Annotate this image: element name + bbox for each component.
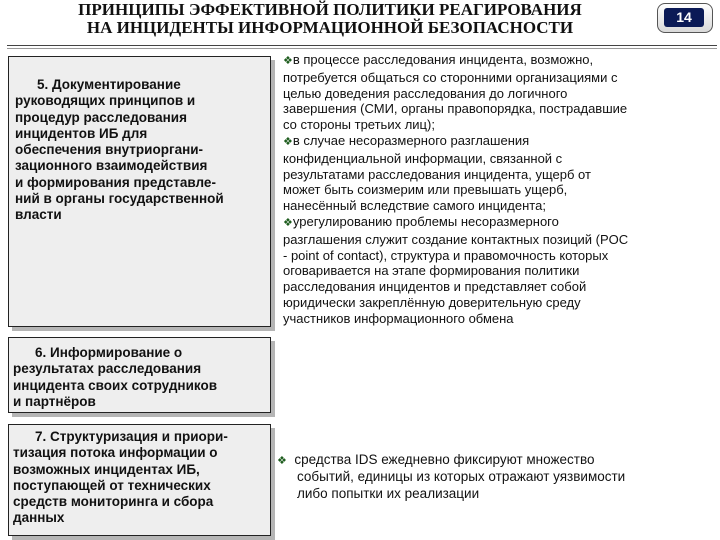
title-divider-shadow bbox=[7, 48, 717, 49]
principle-7-line: возможных инцидентах ИБ, bbox=[13, 461, 200, 477]
principle-5-line: 5. Документирование bbox=[37, 77, 181, 92]
principle-7-line: поступающей от технических bbox=[13, 477, 211, 493]
principle-5-line: власти bbox=[15, 207, 62, 223]
principle-5-line: ний в органы государственной bbox=[15, 191, 224, 207]
diamond-bullet-icon: ❖ bbox=[283, 55, 293, 67]
detail-line: оговаривается на этапе формирования политики bbox=[283, 263, 580, 279]
detail-line: завершения (СМИ, органы правопорядка, пострадавшие bbox=[283, 101, 628, 117]
detail-line: разглашения служит создание контактных позиций (POC bbox=[283, 231, 629, 247]
title-divider bbox=[7, 45, 717, 46]
detail-line: нанесённый вследствие самого инцидента; bbox=[283, 198, 546, 214]
detail-line: либо попытки их реализации bbox=[297, 485, 480, 501]
principle-5-box bbox=[8, 56, 271, 327]
detail-line: конфиденциальной информации, связанной с bbox=[283, 150, 563, 166]
detail-line: - point of contact), структура и правомочность которых bbox=[283, 247, 609, 263]
principle-7-box bbox=[8, 424, 271, 536]
principle-5-details bbox=[283, 52, 713, 327]
slide-number: 14 bbox=[664, 8, 704, 27]
title-line-1: ПРИНЦИПЫ ЭФФЕКТИВНОЙ ПОЛИТИКИ РЕАГИРОВАНИЯ bbox=[78, 0, 582, 19]
detail-line: целью доведения расследования до логичного bbox=[283, 85, 568, 101]
principle-6-line: инцидента своих сотрудников bbox=[13, 377, 218, 393]
detail-line: может быть соизмерим или превышать ущерб, bbox=[283, 182, 568, 198]
principle-6-line: и партнёров bbox=[13, 393, 96, 409]
detail-line: расследования инцидентов и представляет собой bbox=[283, 279, 587, 295]
detail-line: событий, единицы из которых отражают уязвимости bbox=[297, 469, 626, 485]
slide-number-badge bbox=[657, 3, 713, 33]
principle-5-line: руководящих принципов и bbox=[15, 93, 196, 109]
detail-line: ❖в процессе расследования инцидента, возможно, bbox=[283, 52, 594, 67]
diamond-bullet-icon: ❖ bbox=[283, 216, 293, 229]
principle-7-line: данных bbox=[13, 510, 65, 526]
principle-5-line: обеспечения внутриоргани- bbox=[15, 142, 204, 158]
detail-line: результатами расследования инцидента, ущерб от bbox=[283, 166, 591, 182]
principle-5-line: и формирования представле- bbox=[15, 174, 216, 190]
principle-5-line: инцидентов ИБ для bbox=[15, 125, 148, 141]
principle-5-line: процедур расследования bbox=[15, 109, 187, 125]
diamond-bullet-icon: ❖ bbox=[283, 135, 293, 148]
detail-line: со стороны третьих лиц); bbox=[283, 117, 435, 133]
detail-line: участников информационного обмена bbox=[283, 310, 514, 326]
principle-6-box bbox=[8, 337, 271, 413]
principle-6-line: результатах расследования bbox=[13, 361, 202, 377]
detail-line: ❖ средства IDS ежедневно фиксируют множество bbox=[277, 452, 595, 467]
detail-line: ❖в случае несоразмерного разглашения bbox=[283, 132, 530, 148]
diamond-bullet-icon: ❖ bbox=[277, 455, 287, 467]
detail-line: юридически закреплённую доверительную среду bbox=[283, 294, 581, 310]
principle-7-line: 7. Структуризация и приори- bbox=[35, 429, 228, 444]
detail-line: ❖урегулированию проблемы несоразмерного bbox=[283, 213, 559, 229]
principle-7-line: тизация потока информации о bbox=[13, 445, 218, 461]
slide-title bbox=[10, 1, 650, 37]
detail-line: потребуется общаться со сторонними организациями с bbox=[283, 69, 618, 85]
principle-7-details bbox=[277, 452, 707, 502]
principle-6-line: 6. Информирование о bbox=[35, 345, 183, 360]
principle-5-line: зационного взаимодействия bbox=[15, 158, 208, 174]
title-line-2: НА ИНЦИДЕНТЫ ИНФОРМАЦИОННОЙ БЕЗОПАСНОСТИ bbox=[86, 18, 574, 37]
principle-7-line: средств мониторинга и сбора bbox=[13, 494, 214, 510]
